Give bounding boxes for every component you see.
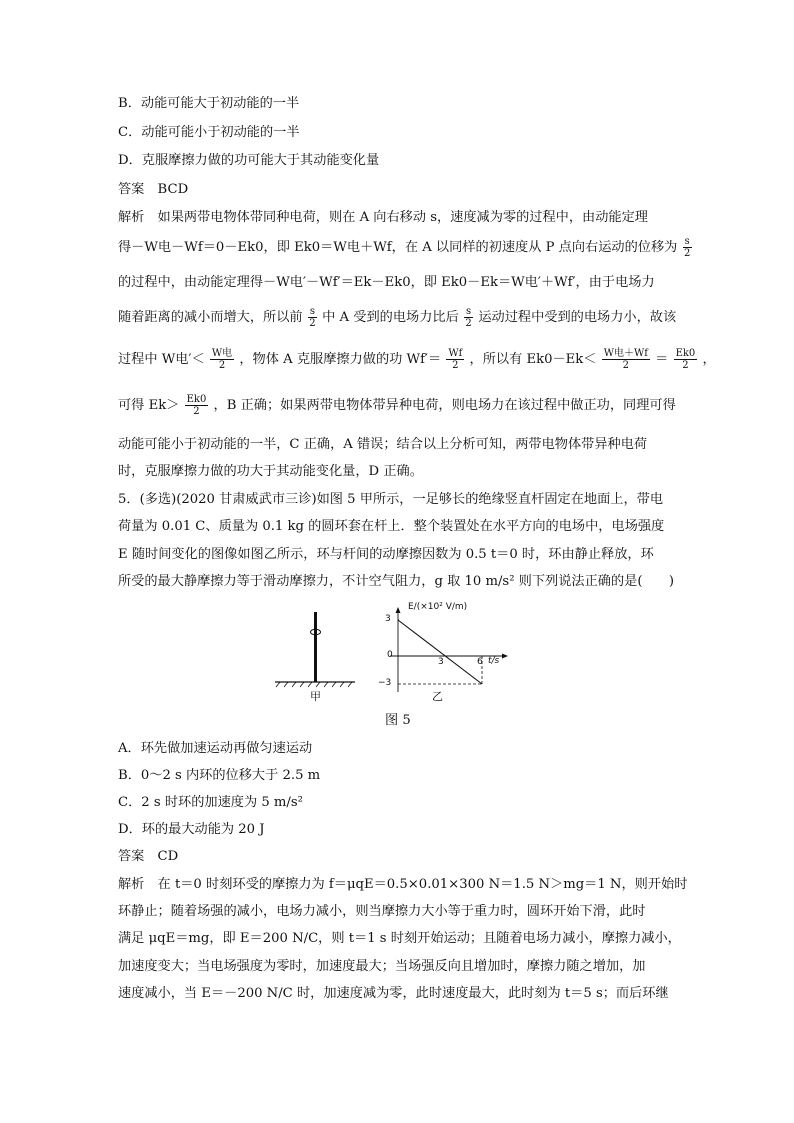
question-5-line-1: 5．(多选)(2020 甘肃威武市三诊)如图 5 甲所示，一足够长的绝缘竖直杆固定在地面上，带电 (118, 492, 664, 507)
analysis-prev-line-6 (118, 394, 676, 417)
fraction-ek0-over-2: $\frac{Ek0}{2}$ (675, 348, 696, 371)
option-d-prev: D．克服摩擦力做的功可能大于其动能变化量 (118, 153, 380, 168)
fraction-s-over-2: $\frac{s}{2}$ (309, 306, 316, 329)
text: 得－W电－Wf＝0－Ek0，即 Ek0＝W电＋Wf，在 A 以同样的初速度从 P 点向右运动的位移为 (118, 240, 678, 255)
figure-caption: 图 5 (385, 713, 411, 728)
text: ，物体 A 克服摩擦力做的功 Wf′＝ (239, 352, 442, 367)
tick-y-0: 0 (387, 650, 393, 660)
tick-x-6: 6 (477, 657, 483, 667)
option-c-prev: C．动能可能小于初动能的一半 (118, 125, 300, 140)
fraction-ek0-over-2: $\frac{Ek0}{2}$ (186, 394, 207, 417)
y-axis-arrow (396, 607, 401, 613)
analysis-prev-line-7: 动能可能小于初动能的一半，C 正确，A 错误；结合以上分析可知，两带电物体带异种电荷 (118, 437, 648, 452)
fraction-wf-over-2: $\frac{Wf}{2}$ (448, 348, 463, 371)
text: 中 A 受到的电场力比后 (322, 310, 459, 325)
analysis-line-2: 环静止；随着场强的减小，电场力减小，则当摩擦力大小等于重力时，圆环开始下滑，此时 (118, 904, 646, 919)
text: 可得 Ek＞ (118, 398, 180, 413)
analysis-prev-line-5 (118, 348, 716, 371)
analysis-line-1: 解析 在 t＝0 时刻环受的摩擦力为 f＝μqE＝0.5×0.01×300 N＝1.5 N＞mg＝1 N，则开始时 (118, 877, 688, 892)
label-yi: 乙 (432, 690, 443, 703)
analysis-prev-line-8: 时，克服摩擦力做的功大于其动能变化量，D 正确。 (118, 464, 423, 479)
figure-yi-graph (390, 607, 508, 692)
text: 运动过程中受到的电场力小，故该 (478, 310, 677, 325)
text: ＝ (655, 352, 669, 367)
tick-x-3: 3 (438, 657, 444, 667)
text: 随着距离的减小而增大，所以前 (118, 310, 303, 325)
x-axis-label: t/s (488, 656, 500, 666)
insulating-rod (314, 612, 317, 682)
question-5-line-3: E 随时间变化的图像如图乙所示，环与杆间的动摩擦因数为 0.5 t＝0 时，环由静止释放，环 (118, 547, 654, 562)
text: ，B 正确；如果两带电物体带异种电荷，则电场力在该过程中做正功，同理可得 (213, 398, 676, 413)
question-5-line-4: 所受的最大静摩擦力等于滑动摩擦力，不计空气阻力，g 取 10 m/s² 则下列说法正确的是( ) (118, 574, 675, 589)
answer: 答案 CD (118, 849, 179, 864)
answer-prev: 答案 BCD (118, 182, 189, 197)
data-line (398, 620, 482, 684)
fraction-s-over-2: $\frac{s}{2}$ (683, 236, 691, 259)
fraction-w-dian-over-2: $\frac{\text{W电}}{2}$ (211, 348, 233, 371)
option-b: B．0～2 s 内环的位移大于 2.5 m (118, 768, 321, 783)
option-b-prev: B．动能可能大于初动能的一半 (118, 96, 300, 111)
tick-y-3: 3 (385, 614, 391, 624)
fraction-wsum-over-2: $\frac{\text{W电＋Wf}}{2}$ (603, 348, 648, 371)
analysis-line-4: 加速度变大；当电场强度为零时，加速度最大；当场强反向且增加时，摩擦力随之增加，加 (118, 959, 646, 974)
label-jia: 甲 (310, 690, 321, 703)
figure-5 (260, 604, 520, 724)
analysis-line-5: 速度减小，当 E＝－200 N/C 时，加速度减为零，此时速度最大，此时刻为 t＝5 s；而后环继 (118, 986, 669, 1001)
analysis-prev-line-4 (118, 306, 676, 329)
question-5-line-2: 荷量为 0.01 C、质量为 0.1 kg 的圆环套在杆上．整个装置处在水平方向的电场中，电场强度 (118, 519, 665, 534)
analysis-prev-line-2 (118, 236, 693, 259)
text: ， (702, 352, 716, 367)
option-d: D．环的最大动能为 20 J (118, 822, 265, 837)
ground-hatching (276, 682, 352, 687)
x-axis-arrow (502, 654, 508, 659)
analysis-prev-line-3: 的过程中，由动能定理得－W电′－Wf′＝Ek－Ek0，即 Ek0－Ek＝W电′＋Wf′，由于电场力 (118, 275, 655, 290)
fraction-s-over-2: $\frac{s}{2}$ (465, 306, 472, 329)
analysis-prev-line-1: 解析 如果两带电物体带同种电荷，则在 A 向右移动 s，速度减为零的过程中，由动能定理 (118, 210, 648, 225)
analysis-line-3: 满足 μqE＝mg，即 E＝200 N/C，则 t＝1 s 时刻开始运动；且随着电场力减小，摩擦力减小， (118, 931, 681, 946)
option-c: C．2 s 时环的加速度为 5 m/s² (118, 795, 303, 810)
figure-jia-rod-and-ring (275, 612, 355, 687)
y-axis-label: E/(×10² V/m) (408, 602, 468, 612)
text: ，所以有 Ek0－Ek＜ (469, 352, 597, 367)
text: 过程中 W电′＜ (118, 352, 205, 367)
option-a: A．环先做加速运动再做匀速运动 (118, 741, 313, 756)
tick-y-neg3: −3 (378, 678, 392, 688)
